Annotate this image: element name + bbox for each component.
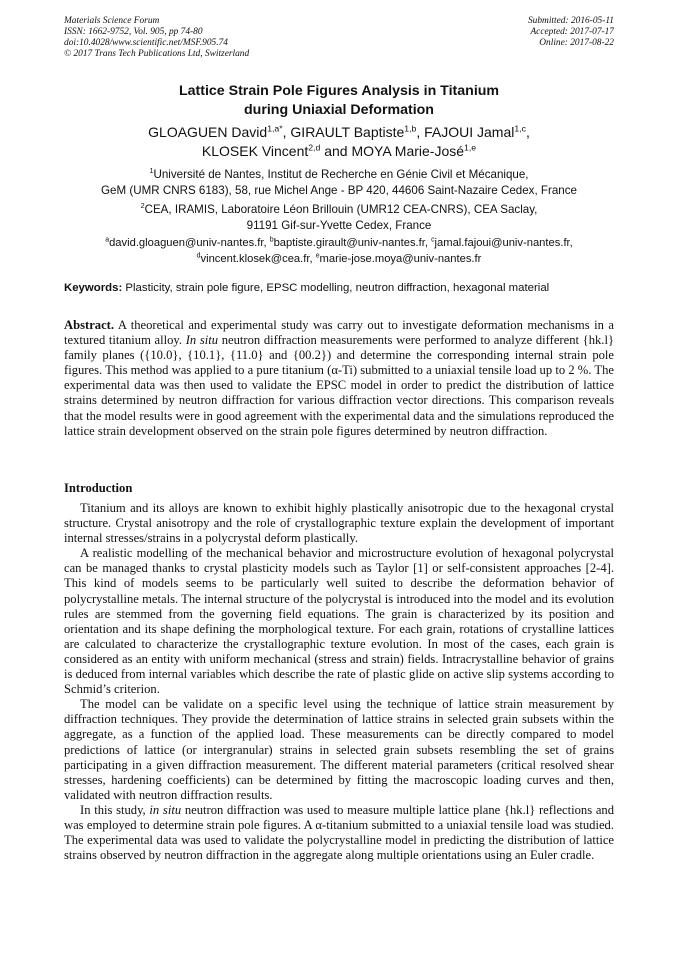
author-list [64,123,614,161]
author-sup: 1,a* [267,123,283,134]
email-sup: a [105,236,110,244]
intro-paragraph-2: A realistic modelling of the mechanical behavior and microstructure evolution of hexagonal polycrystal can be managed thanks to crystal plasticity models such as Taylor [1] or self-consistent approaches [2-4]. This kind of models seems to be particularly well suited to describe the deformation behavior of polycrystalline metals. The internal structure of the polycrystal is introduced into the model and its evolution rules are stemmed from the governing field equations. The grain is characterized by its position and orientation and its shape defining the morphological texture. For each grain, rotations of crystalline lattices are calculated to characterize the crystallographic texture evolution. In most of the cases, each grain is considered as an entity with uniform mechanical (stress and strain) fields. Intracrystalline behavior of grains is deduced from internal variables which describe the rate of plastic glide on active slip systems according to Schmid’s criterion. [64,546,614,697]
dates-info [528,16,614,49]
intro-p4-text-b: neutron diffraction was used to measure multiple lattice plane {hk.l} reflections and was employed to determine strain pole figures. A α-titanium submitted to a uniaxial tensile load was studied. The experimental data was used to validate the polycrystalline model in predicting the distribution of lattice strains observed by neutron diffraction in the aggregate along multiple orientations using an Euler cradle. [64,802,615,863]
intro-paragraph-1: Titanium and its alloys are known to exhibit highly plastically anisotropic due to the hexagonal crystal structure. Crystal anisotropy and the role of crystallographic texture explain the development of important internal stresses/strains in a polycrystal deform plastically. [64,501,614,546]
author-fajoui: FAJOUI Jamal [424,124,515,140]
author-line-2 [64,142,614,161]
intro-p4-in-situ: in situ [149,802,182,817]
author-line-1: GLOAGUEN David$^{1,a*}$, GIRAULT Baptiste$^{1,b}$, FAJOUI Jamal$^{1,c}$, [148,123,530,140]
affiliation-2-line-1 [64,202,614,218]
keywords-label: Keywords: [64,282,123,294]
intro-p4-text-a: In this study, [80,802,146,817]
intro-paragraph-4 [64,803,614,863]
author-sup: 1,b [404,123,417,134]
email-fajoui[interactable]: jamal.fajoui@univ-nantes.fr, [434,237,573,249]
abstract-text-1: A theoretical and experimental study was carry out to investigate deformation mechanisms in a textured titanium alloy. [64,318,614,348]
email-klosek[interactable]: vincent.klosek@cea.fr, [200,252,313,265]
email-line-1 [64,236,614,252]
affiliation-2-line-2: 91191 Gif-sur-Yvette Cedex, France [246,218,432,232]
issn-line: ISSN: 1662-9752, Vol. 905, pp 74-80 [64,27,203,37]
keywords-text: Plasticity, strain pole figure, EPSC modelling, neutron diffraction, hexagonal material [125,282,550,294]
abstract-in-situ: In situ [185,333,219,348]
affiliation-2 [64,202,614,233]
author-gloaguen: GLOAGUEN David [148,124,268,140]
accepted-date: Accepted: 2017-07-17 [530,27,614,37]
affiliation-1-line-2: GeM (UMR CNRS 6183), 58, rue Michel Ange - BP 420, 44606 Saint-Nazaire Cedex, France [101,183,577,197]
paper-title [64,82,614,120]
abstract-text-2: neutron diffraction measurements were performed to analyze different {hk.l} family planes ({10.0}, {10.1}, {11.0} and {00.2}) and determine the corresponding internal strain pole figures. This method was applied to a pure titanium (α-Ti) submitted to a uniaxial tensile load up to 2 %. The experimental data was then used to validate the EPSC model in order to predict the distribution of lattice strains determined by neutron diffraction for various diffraction vector directions. This comparison reveals that the model results were in good agreement with the experimental data and the simulations reproduced the lattice strain development observed on the strain pole figures determined by neutron diffraction. [64,333,614,438]
introduction-heading: Introduction [64,481,133,495]
author-moya: MOYA Marie-José [351,143,465,159]
email-sup: b [269,236,274,244]
title-line-1: Lattice Strain Pole Figures Analysis in Titanium [178,83,500,99]
author-sup: 1,c [514,123,526,134]
affiliation-1 [64,167,614,198]
intro-paragraph-3: The model can be validate on a specific level using the technique of lattice strain measurement by diffraction techniques. They provide the determination of lattice strains in selected grain subsets within the aggregate, as a function of the applied load. These measurements can be directly compared to model predictions of lattice (or intergranular) strains in selected grain subsets resembling the set of grains participating in a given diffraction measurement. The different material parameters (critical resolved shear stresses, hardening coefficients) can be determined by fitting the macroscopic loading curves and then, validated with neutron diffraction results. [64,697,614,802]
email-sup: d [196,251,201,259]
abstract-label: Abstract. [64,318,115,332]
affiliation-text: Université de Nantes, Institut de Recherche en Génie Civil et Mécanique, [153,168,529,181]
author-klosek: KLOSEK Vincent [201,143,309,159]
doi-line[interactable]: doi:10.4028/www.scientific.net/MSF.905.74 [64,38,228,48]
journal-name: Materials Science Forum [64,16,160,26]
title-line-2: during Uniaxial Deformation [244,102,434,118]
email-line-2 [64,252,614,268]
abstract [64,318,614,439]
affiliation-num: 2 [140,201,145,211]
journal-info [64,16,249,60]
affiliation-text: CEA, IRAMIS, Laboratoire Léon Brillouin (UMR12 CEA-CNRS), CEA Saclay, [144,203,538,216]
email-girault[interactable]: baptiste.girault@univ-nantes.fr, [273,237,428,249]
author-girault: GIRAULT Baptiste [290,124,405,140]
author-and: and [324,143,348,159]
author-sup: 2,d [308,142,321,153]
email-sup: e [315,251,320,259]
keywords [64,281,614,295]
email-gloaguen[interactable]: david.gloaguen@univ-nantes.fr, [109,237,267,249]
email-moya[interactable]: marie-jose.moya@univ-nantes.fr [319,252,482,265]
submitted-date: Submitted: 2016-05-11 [527,16,614,26]
copyright-line: © 2017 Trans Tech Publications Ltd, Switzerland [64,49,250,59]
author-sup: 1,e [464,142,477,153]
email-list [64,236,614,267]
affiliation-num: 1 [149,166,154,176]
online-date: Online: 2017-08-22 [539,38,614,48]
email-sup: c [431,236,435,244]
introduction-body [64,501,614,863]
affiliation-1-line-1 [64,167,614,183]
